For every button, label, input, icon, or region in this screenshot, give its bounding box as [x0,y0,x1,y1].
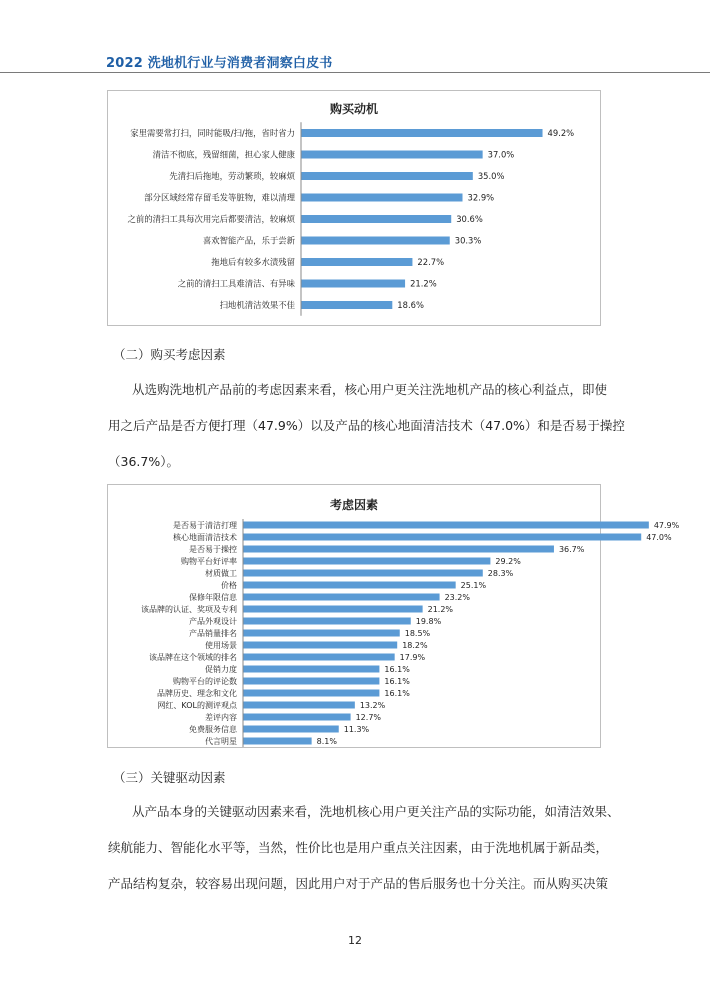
category-label: 扫地机清洁效果不佳 [219,300,295,311]
bar [243,738,312,745]
category-label: 是否易于清洁打理 [173,520,237,530]
data-label: 18.2% [402,640,428,650]
data-label: 17.9% [399,652,426,662]
consideration-factors-chart [107,484,680,748]
bar [301,280,405,288]
bar [243,642,397,649]
category-label: 产品销量排名 [189,628,237,638]
paragraph-line: 从选购洗地机产品前的考虑因素来看，核心用户更关注洗地机产品的核心利益点，即使 [132,382,608,397]
category-label: 促销力度 [205,664,237,674]
data-label: 8.1% [316,736,337,746]
chart-title: 购买动机 [329,102,379,116]
data-label: 29.2% [495,556,521,566]
bar [301,172,473,180]
data-label: 21.2% [410,278,437,289]
data-label: 35.0% [477,171,505,182]
category-label: 代言明星 [205,736,237,746]
page-number: 12 [348,934,362,947]
data-label: 25.1% [460,580,487,590]
bar [301,301,392,309]
bar [243,714,351,721]
bar [301,258,412,266]
category-label: 清洁不彻底，残留细菌，担心家人健康 [152,149,295,160]
bar [243,534,641,541]
category-label: 差评内容 [205,712,237,722]
category-label: 之前的清扫工具难清洁、有异味 [177,278,295,289]
consideration-factors-chart-svg [108,485,680,747]
category-label: 使用场景 [205,640,237,650]
bar [301,194,463,202]
category-label: 保修年限信息 [189,592,237,602]
data-label: 11.3% [343,724,370,734]
bar [243,570,483,577]
data-label: 47.0% [646,532,672,542]
category-label: 材质做工 [205,568,237,578]
purchase-motivation-chart [107,90,601,326]
data-label: 37.0% [487,149,515,160]
bar [243,690,379,697]
data-label: 30.6% [456,214,483,225]
category-label: 喜欢智能产品，乐于尝新 [202,235,295,246]
bar [243,618,411,625]
bar [243,678,379,685]
category-label: 之前的清扫工具每次用完后都要清洁，较麻烦 [127,214,295,225]
paragraph-line: 产品结构复杂，较容易出现问题，因此用户对于产品的售后服务也十分关注。而从购买决策 [108,876,609,891]
data-label: 12.7% [355,712,382,722]
data-label: 47.9% [653,520,680,530]
paragraph-line: （36.7%）。 [108,454,179,469]
data-label: 16.1% [384,676,410,686]
document-header-title: 2022 洗地机行业与消费者洞察白皮书 [106,56,333,71]
section-heading-purchase-considerations: （二）购买考虑因素 [113,347,226,362]
bar [243,582,456,589]
bar [243,654,395,661]
bar [243,558,490,565]
category-label: 部分区域经常存留毛发等脏物，难以清理 [144,192,295,203]
header-divider [0,72,710,73]
data-label: 21.2% [427,604,454,614]
bar [301,129,543,137]
data-label: 28.3% [487,568,514,578]
bar [243,666,379,673]
bar [243,606,423,613]
bar [301,215,451,223]
category-label: 品牌历史、理念和文化 [157,688,237,698]
bar [243,546,554,553]
category-label: 产品外观设计 [189,616,237,626]
category-label: 拖地后有较多水渍残留 [211,257,295,268]
data-label: 49.2% [547,128,575,139]
bar [301,237,450,245]
category-label: 免费服务信息 [189,724,237,734]
bar [243,594,440,601]
category-label: 该品牌在这个领域的排名 [149,652,237,662]
category-label: 核心地面清洁技术 [173,532,237,542]
paragraph-line: 从产品本身的关键驱动因素来看，洗地机核心用户更关注产品的实际功能，如清洁效果、 [132,804,620,819]
paragraph-line: 续航能力、智能化水平等，当然，性价比也是用户重点关注因素，由于洗地机属于新品类， [108,840,609,855]
purchase-motivation-chart-svg [108,91,600,325]
category-label: 该品牌的认证、奖项及专利 [141,604,237,614]
data-label: 16.1% [384,688,410,698]
data-label: 30.3% [454,235,482,246]
chart-title: 考虑因素 [329,498,379,512]
data-label: 18.6% [397,300,424,311]
data-label: 19.8% [415,616,442,626]
category-label: 购物平台好评率 [181,556,237,566]
category-label: 是否易于操控 [189,544,237,554]
bar [243,702,355,709]
category-label: 购物平台的评论数 [173,676,237,686]
category-label: 家里需要常打扫，同时能吸/扫/拖，省时省力 [130,128,295,139]
data-label: 18.5% [404,628,431,638]
section-heading-key-drivers: （三）关键驱动因素 [113,770,226,785]
bar [243,522,649,529]
paragraph-line: 用之后产品是否方便打理（47.9%）以及产品的核心地面清洁技术（47.0%）和是否易于操控 [108,418,625,433]
bar [301,151,483,159]
category-label: 先清扫后拖地，劳动繁琐，较麻烦 [169,171,295,182]
data-label: 13.2% [359,700,386,710]
data-label: 16.1% [384,664,410,674]
data-label: 36.7% [558,544,585,554]
data-label: 23.2% [444,592,470,602]
data-label: 32.9% [467,192,495,203]
category-label: 网红、KOL的测评观点 [157,700,237,710]
bar [243,630,400,637]
bar [243,726,339,733]
category-label: 价格 [221,580,237,590]
data-label: 22.7% [417,257,445,268]
